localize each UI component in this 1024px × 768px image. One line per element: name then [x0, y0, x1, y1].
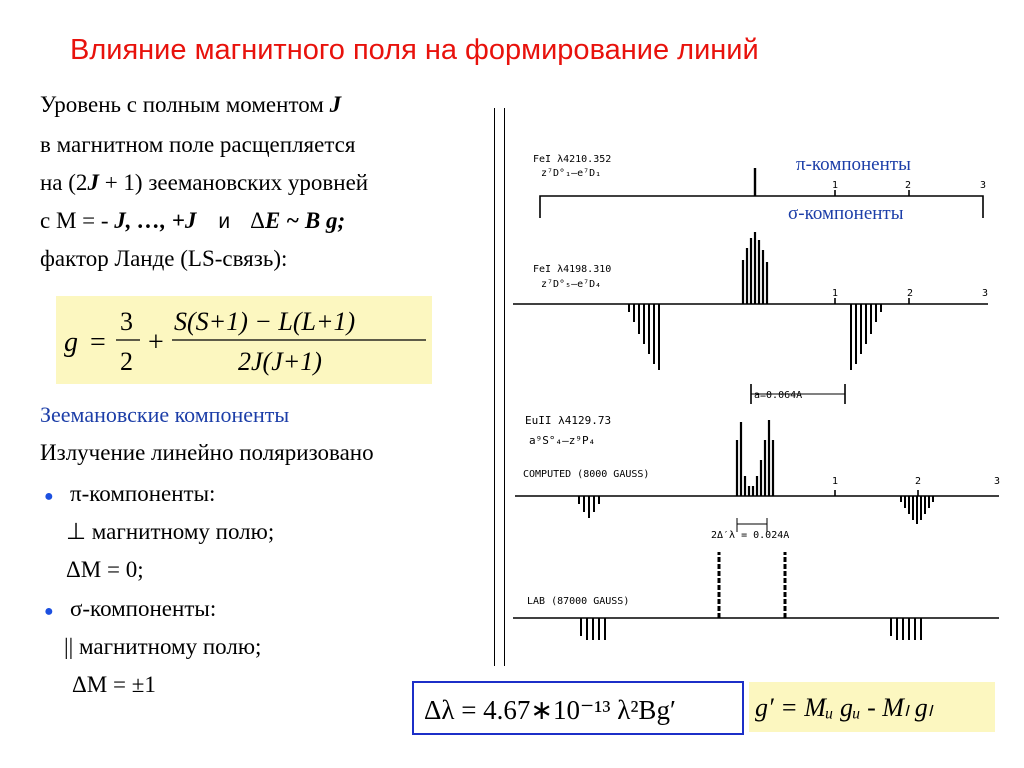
- tick-1c: 1: [832, 476, 839, 487]
- delta-label: 2Δ′λ = 0.024A: [711, 530, 790, 541]
- lande-plus: +: [148, 327, 164, 358]
- tick-3c: 3: [994, 476, 1001, 487]
- fe1-label-2: z⁷D°₁–e⁷D₁: [541, 168, 602, 179]
- fe2-sigma-left: [629, 304, 659, 370]
- fe1-label-1: FeI λ4210.352: [533, 154, 612, 165]
- symbol-J: J: [329, 92, 342, 117]
- eu-label-1: EuII λ4129.73: [525, 414, 612, 427]
- fe2-label-1: FeI λ4198.310: [533, 264, 612, 275]
- tick-1b: 1: [832, 288, 839, 299]
- lab-sigma-left: [581, 618, 605, 640]
- pi-label: π-компоненты:: [70, 481, 216, 506]
- lande-formula: [56, 296, 432, 384]
- text-line-1: [40, 92, 341, 118]
- g-formula-text: g′ = Mᵤ gᵤ - Mₗ gₗ: [755, 693, 933, 722]
- eu-sigma-right: [901, 496, 933, 524]
- lande-num1: 3: [120, 307, 133, 336]
- lande-num2: S(S+1) − L(L+1): [174, 307, 356, 336]
- text-l3a: на (2: [40, 170, 88, 195]
- sigma-par: || магнитному полю;: [64, 634, 262, 659]
- bullet-pi: ●: [44, 488, 54, 505]
- divider-left: [494, 108, 495, 666]
- text-l4e: E ~ B g;: [264, 208, 346, 233]
- slide-title: Влияние магнитного поля на формирование линий: [70, 34, 759, 66]
- text-l3c: + 1) зеемановских уровней: [98, 170, 369, 195]
- lande-den1: 2: [120, 347, 133, 376]
- g-formula-svg: [749, 682, 995, 732]
- text-l4b: J, …, +J: [114, 208, 197, 233]
- tick-1a: 1: [832, 180, 839, 191]
- eu-sigma-left: [579, 496, 599, 518]
- fe1-baseline: [540, 196, 983, 218]
- fe2-label-2: z⁷D°₅–e⁷D₄: [541, 279, 602, 290]
- pi-dm: ΔM = 0;: [66, 557, 144, 582]
- tick-2b: 2: [907, 288, 914, 299]
- text-line-4: [40, 208, 345, 234]
- tick-3a: 3: [980, 180, 987, 191]
- text-l4d: Δ: [250, 208, 265, 233]
- tick-2a: 2: [905, 180, 912, 191]
- sigma-components-label: σ-компоненты: [788, 203, 904, 224]
- lab-label: LAB (87000 GAUSS): [527, 596, 630, 607]
- eu-label-2: a⁹S°₄–z⁹P₄: [529, 434, 596, 447]
- text-line-3: [40, 170, 368, 196]
- text-l4c: и: [218, 210, 231, 233]
- lande-formula-svg: [56, 296, 432, 384]
- text-line-2: в магнитном поле расщепляется: [40, 132, 356, 157]
- a-spacing-label: a=0.064A: [754, 390, 803, 401]
- sigma-label: σ-компоненты:: [70, 596, 217, 621]
- g-prime-formula: [749, 682, 995, 732]
- sigma-dm: ΔM = ±1: [72, 672, 156, 697]
- shift-formula-svg: [414, 683, 742, 733]
- shift-formula-text: Δλ = 4.67∗10⁻¹³ λ²Bg′: [424, 695, 676, 725]
- lande-g: g: [64, 327, 78, 358]
- symbol-J-2: J: [87, 170, 99, 195]
- zeeman-heading: Зеемановские компоненты: [40, 402, 290, 427]
- fe2-pi-components: [743, 232, 767, 304]
- lande-eq: =: [90, 327, 106, 358]
- lab-sigma-right: [891, 618, 921, 640]
- lande-den2: 2J(J+1): [238, 347, 322, 376]
- text-l4a: с M = -: [40, 208, 115, 233]
- wavelength-shift-formula: [412, 681, 744, 735]
- tick-2c: 2: [915, 476, 922, 487]
- pi-components-label: π-компоненты: [796, 154, 911, 175]
- bullet-sigma: ●: [44, 603, 54, 620]
- radiation-text: Излучение линейно поляризовано: [40, 440, 374, 465]
- zeeman-spectra-figure: [505, 140, 1005, 640]
- computed-label: COMPUTED (8000 GAUSS): [523, 469, 650, 480]
- pi-perp: ⊥ магнитному полю;: [66, 519, 275, 544]
- text-line-5: фактор Ланде (LS-связь):: [40, 246, 288, 271]
- text-l1a: Уровень с полным моментом: [40, 92, 330, 117]
- tick-3b: 3: [982, 288, 989, 299]
- eu-pi-components: [737, 420, 773, 496]
- fe2-sigma-right: [851, 304, 881, 370]
